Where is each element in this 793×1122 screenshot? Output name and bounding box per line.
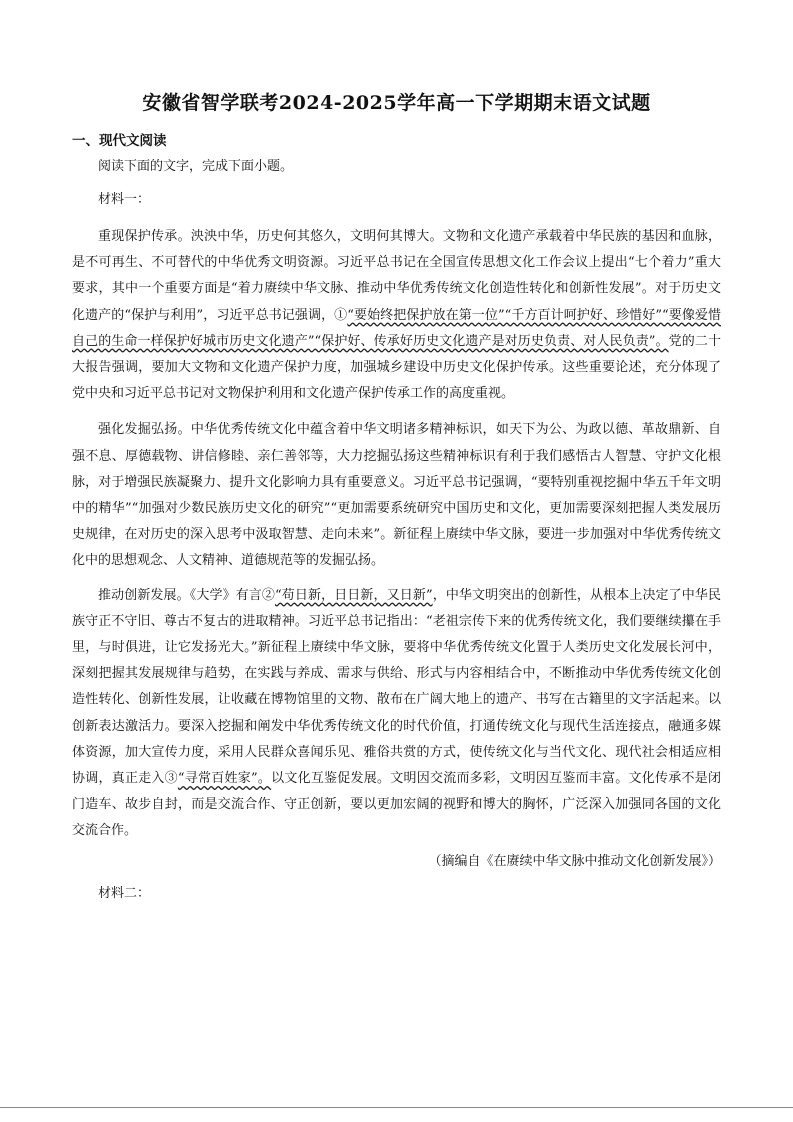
paragraph-1-text-b: 党的二十大报告强调，要加大文物和文化遗产保护力度，加强城乡建设中历史文化保护传承。这些重要论述，充分体现了党中央和习近平总书记对文物保护利用和文化遗产保护传承工作的高度重视。 xyxy=(72,333,721,402)
page-bottom-divider xyxy=(0,1107,793,1108)
paragraph-3-text-a: 推动创新发展。《大学》有言② xyxy=(98,587,276,603)
paragraph-1-text-a: 重现保护传承。泱泱中华，历史何其悠久，文明何其博大。文物和文化遗产承载着中华民族的基因和血脉，是不可再生、不可替代的中华优秀文明资源。习近平总书记在全国宣传思想文化工作会议上提出“七个着力”重大要求，其中一个重要方面是“着力赓续中华文脉、推动中华优秀传统文化创造性转化和创新性发展”。对于历史文化遗产的“保护与利用”，习近平总书记强调，① xyxy=(72,229,721,323)
paragraph-3 xyxy=(72,583,721,845)
section-heading-reading: 一、现代文阅读 xyxy=(72,133,167,149)
page-title: 安徽省智学联考2024-2025学年高一下学期期末语文试题 xyxy=(142,92,651,114)
paragraph-2: 强化发掘弘扬。中华优秀传统文化中蕴含着中华文明诸多精神标识，如天下为公、为政以德、革故鼎新、自强不息、厚德载物、讲信修睦、亲仁善邻等，大力挖掘弘扬这些精神标识有利于我们感悟古人智慧、守护文化根脉，对于增强民族凝聚力、提升文化影响力具有重要意义。习近平总书记强调，“要特别重视挖掘中华五千年文明中的精华”“加强对少数民族历史文化的研究”“更加需要系统研究中国历史和文化，更加需要深刻把握人类发展历史规律，在对历史的深入思考中汲取智慧、走向未来”。新征程上赓续中华文脉，要进一步加强对中华优秀传统文化中的思想观念、人文精神、道德规范等的发掘弘扬。 xyxy=(72,422,721,569)
marked-quote-3: “寻常百姓家”。 xyxy=(177,771,272,787)
instruction-text: 阅读下面的文字，完成下面小题。 xyxy=(98,159,294,174)
marked-quote-1: “要始终把保护放在第一位”“千方百计呵护好、珍惜好”“要像爱惜自己的生命一样保护好城市历史文化遗产”“保护好、传承好历史文化遗产是对历史负责、对人民负责”。 xyxy=(72,307,721,349)
source-citation: （摘编自《在赓续中华文脉中推动文化创新发展》） xyxy=(428,853,721,869)
spacer xyxy=(72,211,721,222)
marked-quote-2: “苟日新，日日新，又日新” xyxy=(275,587,433,603)
spacer xyxy=(72,178,721,189)
paragraph-3-text-b: ，中华文明突出的创新性，从根本上决定了中华民族守正不守旧、尊古不复古的进取精神。习近平总书记指出：“老祖宗传下来的优秀传统文化，我们要继续攥在手里，与时俱进，让它发扬光大。”新征程上赓续中华文脉，要将中华优秀传统文化置于人类历史文化发展长河中，深刻把握其发展规律与趋势，在实践与养成、需求与供给、形式与内容相结合中，不断推动中华优秀传统文化创造性转化、创新性发展，让收藏在博物馆里的文物、散布在广阔大地上的遗产、书写在古籍里的文字活起来。以创新表达激活力。要深入挖掘和阐发中华优秀传统文化的时代价值，打通传统文化与现代生活连接点，融通多媒体资源，加大宣传力度，采用人民群众喜闻乐见、雅俗共赏的方式，使传统文化与当代文化、现代社会相适应相协调，真正走入③ xyxy=(72,587,721,787)
material2-label: 材料二： xyxy=(98,885,151,901)
paragraph-3-text-c: 以文化互鉴促发展。文明因交流而多彩，文明因互鉴而丰富。文化传承不是闭门造车、故步自封，而是交流合作、守正创新，要以更加宏阔的视野和博大的胸怀，广泛深入加强同各国的文化交流合作。 xyxy=(72,771,721,839)
paragraph-1 xyxy=(72,224,721,407)
material1-label: 材料一： xyxy=(98,192,151,207)
